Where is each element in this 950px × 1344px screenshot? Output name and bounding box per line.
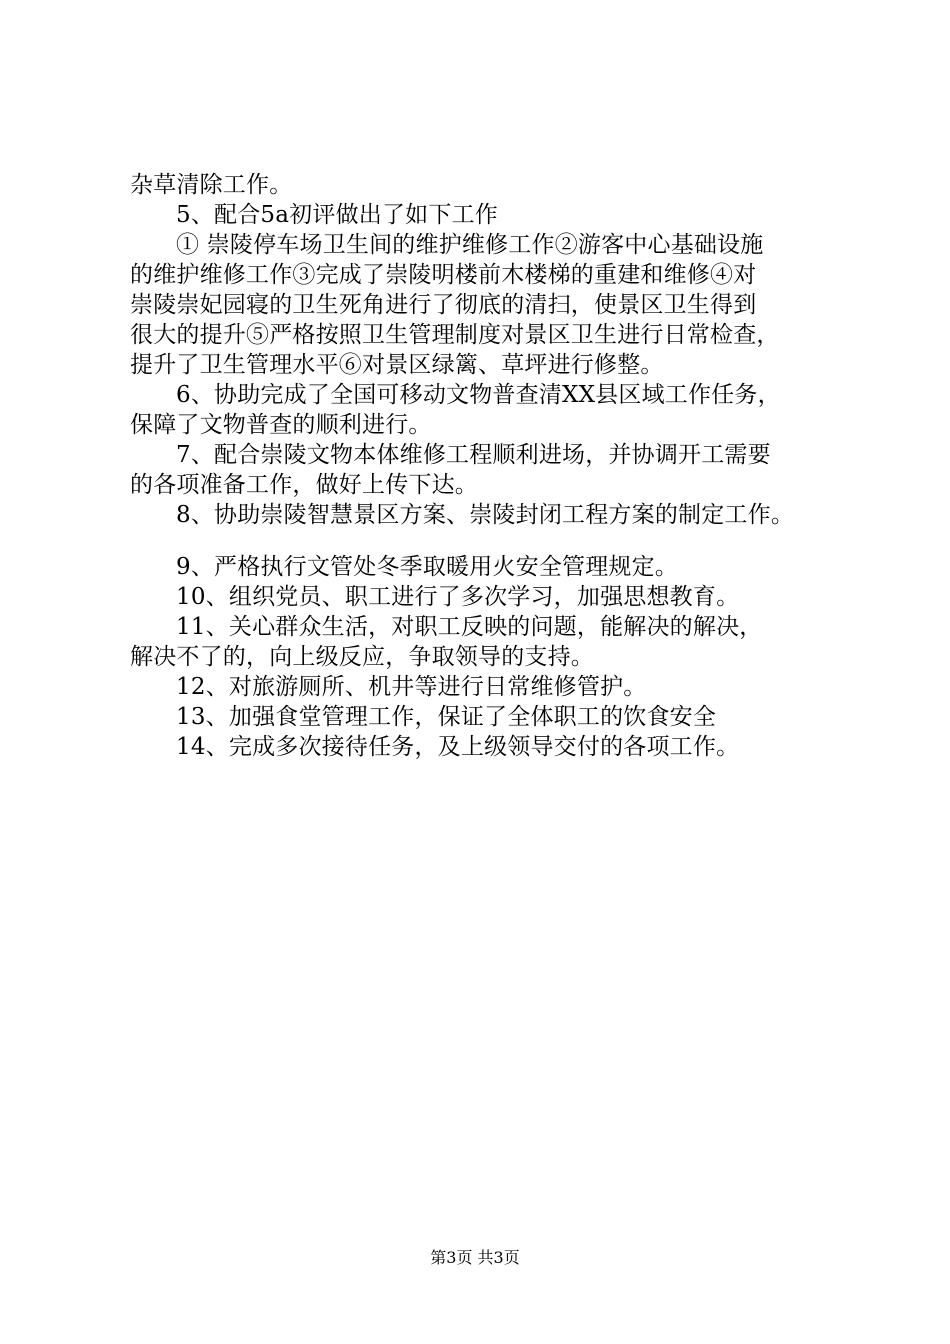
paragraph-weed-removal — [130, 170, 850, 200]
text-line: 的维护维修工作③完成了崇陵明楼前木楼梯的重建和维修④对 — [130, 262, 757, 288]
text-line: 保障了文物普查的顺利进行。 — [130, 412, 432, 438]
paragraph-item-14 — [130, 732, 850, 762]
paragraph-item-7 — [130, 440, 850, 500]
paragraph-item-13 — [130, 702, 850, 732]
text-line: 7、配合崇陵文物本体维修工程顺利进场，并协调开工需要 — [176, 442, 771, 468]
text-line: 14、完成多次接待任务，及上级领导交付的各项工作。 — [176, 734, 740, 760]
page-number-label: 第3页 共3页 — [430, 1248, 520, 1267]
paragraph-item-12 — [130, 672, 850, 702]
text-line: 6、协助完成了全国可移动文物普查清XX县区域工作任务， — [176, 382, 781, 408]
text-line: 9、严格执行文管处冬季取暖用火安全管理规定。 — [176, 554, 679, 580]
text-line: ① 崇陵停车场卫生间的维护维修工作②游客中心基础设施 — [176, 232, 764, 258]
text-line: 13、加强食堂管理工作，保证了全体职工的饮食安全 — [176, 704, 717, 730]
document-body — [130, 170, 850, 762]
text-line: 8、协助崇陵智慧景区方案、崇陵封闭工程方案的制定工作。 — [176, 502, 795, 528]
text-line: 解决不了的，向上级反应，争取领导的支持。 — [130, 644, 594, 670]
paragraph-item-11 — [130, 612, 850, 672]
paragraph-item-10 — [130, 582, 850, 612]
paragraph-item-8 — [130, 500, 850, 530]
paragraph-item-6 — [130, 380, 850, 440]
text-line: 提升了卫生管理水平⑥对景区绿篱、草坪进行修整。 — [130, 352, 664, 378]
text-line: 崇陵崇妃园寝的卫生死角进行了彻底的清扫，使景区卫生得到 — [130, 292, 757, 318]
page-footer — [0, 1245, 950, 1268]
text-line: 11、关心群众生活，对职工反映的问题，能解决的解决， — [176, 614, 763, 640]
text-line: 杂草清除工作。 — [130, 172, 293, 198]
text-line: 的各项准备工作，做好上传下达。 — [130, 472, 478, 498]
text-line: 10、组织党员、职工进行了多次学习，加强思想教育。 — [176, 584, 740, 610]
text-line: 5、配合5a初评做出了如下工作 — [176, 202, 498, 228]
paragraph-item-9 — [130, 552, 850, 582]
text-line: 很大的提升⑤严格按照卫生管理制度对景区卫生进行日常检查， — [130, 322, 780, 348]
text-line: 12、对旅游厕所、机井等进行日常维修管护。 — [176, 674, 647, 700]
paragraph-item-5 — [130, 200, 850, 380]
paragraph-gap — [130, 530, 850, 552]
